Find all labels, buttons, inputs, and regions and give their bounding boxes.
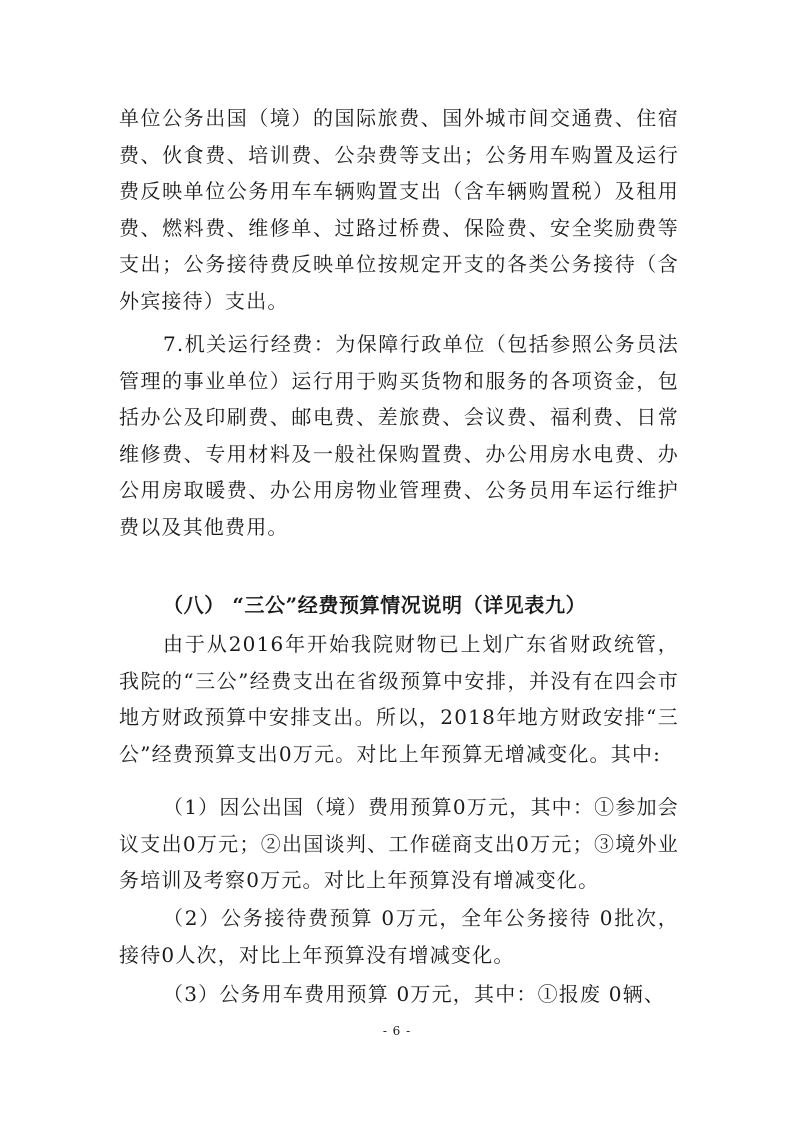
paragraph-reception-budget: （2）公务接待费预算 0万元，全年公务接待 0批次，接待0人次，对比上年预算没有增减变化。 xyxy=(119,906,679,967)
page-number: - 6 - xyxy=(382,1024,412,1038)
paragraph-public-affairs-expenses: 单位公务出国（境）的国际旅费、国外城市间交通费、住宿费、伙食费、培训费、公杂费等支出；公务用车购置及运行费反映单位公务用车车辆购置支出（含车辆购置税）及租用费、燃料费、维修单、过路过桥费、保险费、安全奖励费等支出；公务接待费反映单位按规定开支的各类公务接待（含外宾接待）支出。 xyxy=(119,106,679,313)
paragraph-three-public-overview: 由于从2016年开始我院财物已上划广东省财政统管，我院的“三公”经费支出在省级预算中安排，并没有在四会市地方财政预算中安排支出。所以，2018年地方财政安排“三公”经费预算支出0万元。对比上年预算无增减变化。其中: xyxy=(119,632,679,766)
section-heading-three-public-expenses: （八） “三公”经费预算情况说明（详见表九） xyxy=(163,593,587,617)
paragraph-vehicle-budget: （3）公务用车费用预算 0万元，其中：①报废 0辆、 xyxy=(163,982,666,1006)
paragraph-operating-expenses: 7.机关运行经费：为保障行政单位（包括参照公务员法管理的事业单位）运行用于购买货物和服务的各项资金，包括办公及印刷费、邮电费、差旅费、会议费、福利费、日常维修费、专用材料及一般社保购置费、办公用房水电费、办公用房取暖费、办公用房物业管理费、公务员用车运行维护费以及其他费用。 xyxy=(119,332,679,539)
paragraph-overseas-travel-budget: （1）因公出国（境）费用预算0万元，其中：①参加会议支出0万元；②出国谈判、工作磋商支出0万元；③境外业务培训及考察0万元。对比上年预算没有增减变化。 xyxy=(119,795,679,892)
